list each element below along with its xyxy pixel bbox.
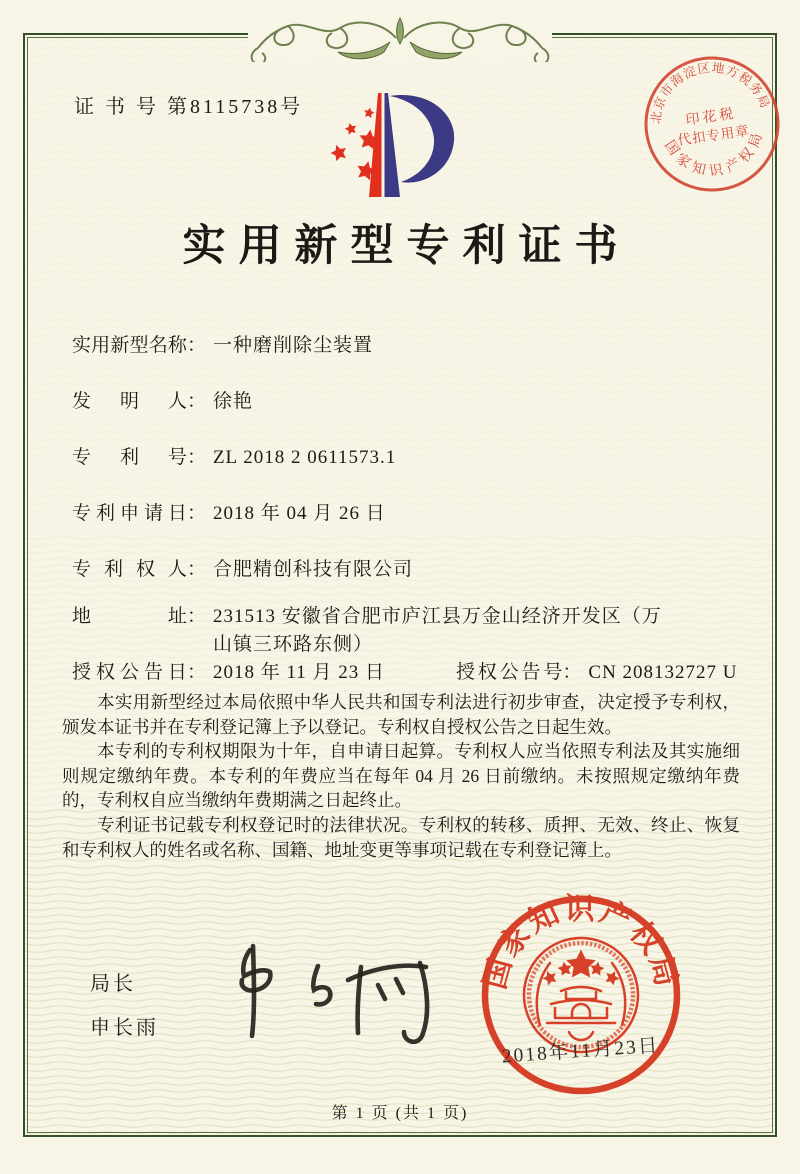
- colon: ：: [186, 662, 206, 683]
- colon: ：: [186, 606, 206, 627]
- seal-arc-text: 国家知识产权局: [478, 892, 684, 993]
- field-value: 徐艳: [212, 391, 253, 412]
- colon: ：: [186, 503, 206, 524]
- stamp-arc-top-text: 北京市海淀区地方税务局: [648, 60, 773, 125]
- legal-paragraph: 本实用新型经过本局依照中华人民共和国专利法进行初步审查，决定授予专利权，颁发本证书并在专利登记簿上予以登记。专利权自授权公告之日起生效。: [62, 692, 740, 737]
- certificate-title: 实用新型专利证书: [182, 223, 631, 270]
- field-grant-date: [72, 661, 740, 685]
- field-value: 合肥精创科技有限公司: [212, 559, 413, 580]
- field-value: 231513 安徽省合肥市庐江县万金山经济开发区（万山镇三环路东侧）: [212, 606, 662, 655]
- field-label: 实用新型名称: [72, 335, 187, 356]
- stamp-center-line2: 代扣专用章: [676, 122, 751, 148]
- certificate-number: 证 书 号 第8115738号: [74, 96, 304, 118]
- field-label: 授权公告日: [72, 662, 187, 683]
- colon: ：: [186, 559, 206, 580]
- field-label: 专利权人: [72, 559, 187, 580]
- colon: ：: [186, 391, 206, 412]
- tax-stamp-seal: [624, 36, 800, 212]
- stamp-center-line1: 印花税: [684, 106, 738, 129]
- director-name: 申长雨: [90, 1017, 159, 1039]
- field-label: 发明人: [72, 391, 187, 412]
- colon: ：: [186, 335, 206, 356]
- field-address: [72, 603, 740, 659]
- director-title: 局长: [90, 973, 136, 995]
- svg-text:国家知识产权局: [478, 893, 684, 993]
- field-utility-model-name: [72, 334, 740, 358]
- field-grant-number: [456, 661, 738, 685]
- signature-block: [90, 972, 159, 1060]
- national-emblem-icon: [524, 938, 638, 1052]
- field-filing-date: [72, 502, 740, 526]
- legal-text-section: [62, 690, 740, 862]
- legal-paragraph: 本专利的专利权期限为十年，自申请日起算。专利权人应当依照专利法及其实施细则规定缴纳年费。本专利的年费应当在每年 04 月 26 日前缴纳。未按照规定缴纳年费的，专利权自应当缴纳年费期满之日起终止。: [62, 741, 740, 811]
- page-number: 第 1 页 (共 1 页): [331, 1105, 469, 1122]
- seal-date: 2018年11月23日: [501, 1035, 661, 1068]
- field-inventor: [72, 390, 740, 414]
- field-value: ZL 2018 2 0611573.1: [212, 447, 397, 468]
- field-label: 专利申请日: [72, 503, 187, 524]
- field-patent-number: [72, 446, 740, 470]
- cnipa-official-seal: [471, 885, 691, 1105]
- stamp-arc-bottom-text: 国家知识产权局: [660, 127, 768, 180]
- field-value: 一种磨削除尘装置: [212, 335, 373, 356]
- colon: ：: [186, 447, 206, 468]
- field-patentee: [72, 558, 740, 582]
- field-value: CN 208132727 U: [588, 662, 738, 683]
- field-value: 2018 年 11 月 23 日: [212, 662, 385, 683]
- director-signature: [198, 936, 448, 1056]
- fields-section: [72, 334, 740, 717]
- field-label: 地址: [72, 606, 187, 627]
- field-value: 2018 年 04 月 26 日: [212, 503, 386, 524]
- cnipa-logo-icon: [322, 86, 472, 206]
- field-label: 专利号: [72, 447, 187, 468]
- colon: ：: [562, 662, 582, 683]
- field-label: 授权公告号: [456, 662, 563, 683]
- border-ornament-icon: [248, 10, 552, 62]
- legal-paragraph: 专利证书记载专利权登记时的法律状况。专利权的转移、质押、无效、终止、恢复和专利权人的姓名或名称、国籍、地址变更等事项记载在专利登记簿上。: [62, 814, 740, 860]
